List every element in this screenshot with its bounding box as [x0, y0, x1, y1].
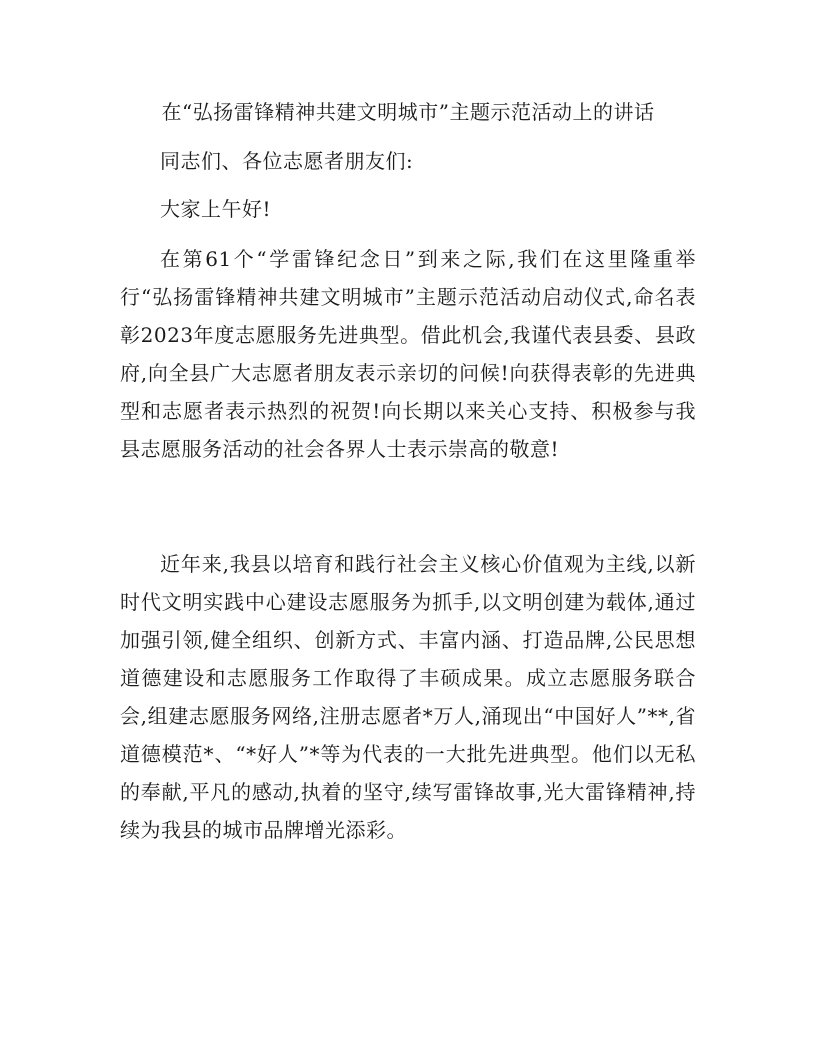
- salutation: 同志们、各位志愿者朋友们:: [160, 149, 414, 173]
- speech-title: 在“弘扬雷锋精神共建文明城市”主题示范活动上的讲话: [161, 100, 655, 124]
- paragraph-opening: 在第61个“学雷锋纪念日”到来之际,我们在这里隆重举行“弘扬雷锋精神共建文明城市”主题示范活动启动仪式,命名表彰2023年度志愿服务先进典型。借此机会,我谨代表县委、县政府,向全县广大志愿者朋友表示亲切的问候!向获得表彰的先进典型和志愿者表示热烈的祝贺!向长期以来关心支持、积极参与我县志愿服务活动的社会各界人士表示崇高的敬意!: [120, 247, 696, 461]
- greeting: 大家上午好!: [160, 197, 272, 221]
- paragraph-achievements: 近年来,我县以培育和践行社会主义核心价值观为主线,以新时代文明实践中心建设志愿服务为抓手,以文明创建为载体,通过加强引领,健全组织、创新方式、丰富内涵、打造品牌,公民思想道德建设和志愿服务工作取得了丰硕成果。成立志愿服务联合会,组建志愿服务网络,注册志愿者*万人,涌现出“中国好人”**,省道德模范*、“*好人”*等为代表的一大批先进典型。他们以无私的奉献,平凡的感动,执着的坚守,续写雷锋故事,光大雷锋精神,持续为我县的城市品牌增光添彩。: [120, 552, 696, 842]
